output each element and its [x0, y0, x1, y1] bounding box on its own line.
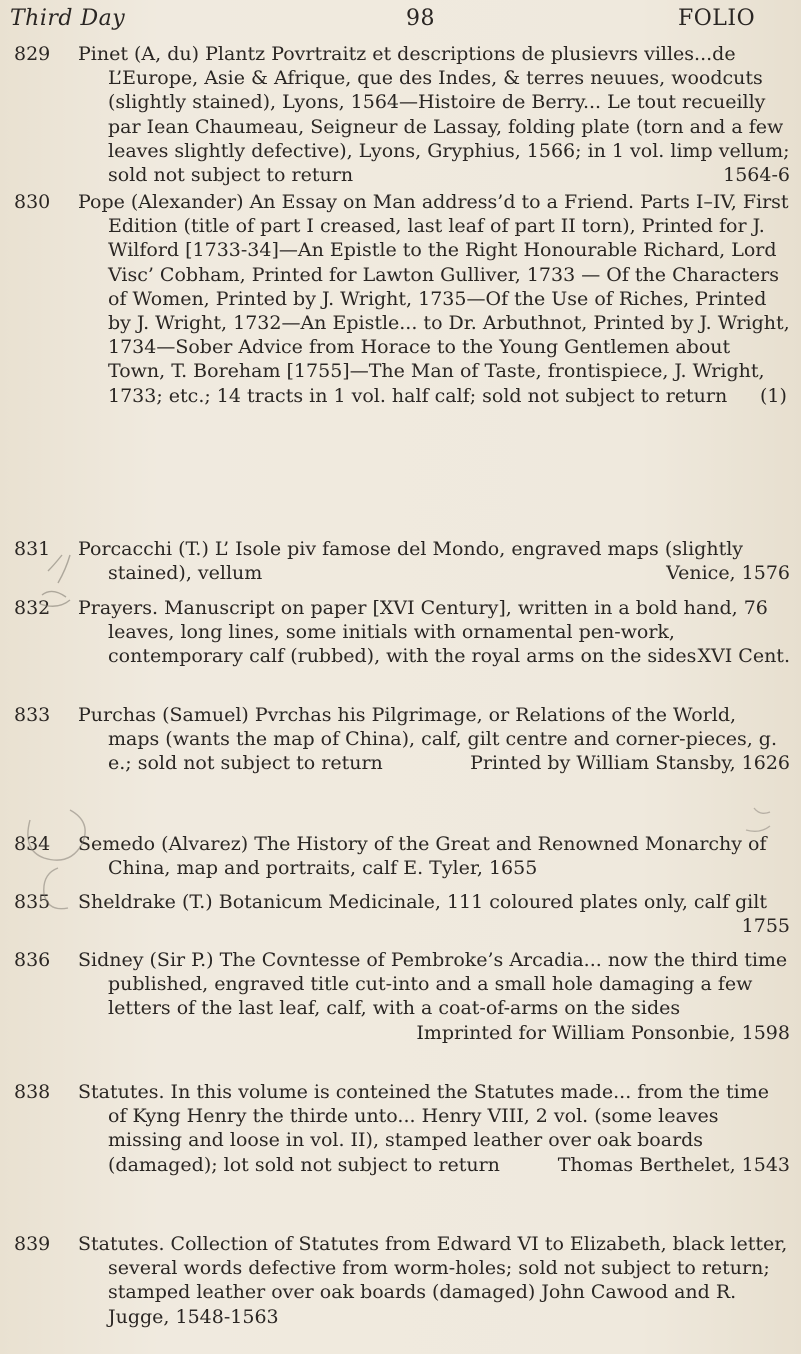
lot-text: Purchas (Samuel) Pvrchas his Pilgrimage, or Relations of the World, maps (wants the map of China), calf, gilt centre and corner-pieces, g. e.; sold not subject to return [78, 704, 777, 775]
lot-description [78, 832, 790, 880]
lot-description [78, 890, 790, 938]
lot-text: Prayers. Manuscript on paper [XVI Century], written in a bold hand, 76 leaves, long lines, some initials with ornamental pen-work, contemporary calf (rubbed), with the royal arms on the sides [78, 597, 768, 668]
lot-description [78, 537, 790, 585]
lot-description [78, 703, 790, 776]
lot-date: 1564-6 [723, 164, 790, 187]
lot-date: Printed by William Stansby, 1626 [470, 752, 790, 775]
pencil-mark [746, 808, 770, 831]
header-left: Third Day [10, 6, 126, 31]
page-header [10, 6, 801, 40]
lot-date: Thomas Berthelet, 1543 [557, 1153, 790, 1176]
page-number: 98 [406, 6, 435, 31]
lot-number: 838 [14, 1081, 51, 1103]
lot-date: 1755 [741, 915, 790, 938]
lot-date: Imprinted for William Ponsonbie, 1598 [416, 1021, 790, 1044]
lot-description [78, 1232, 790, 1329]
lot-text: Pope (Alexander) An Essay on Man address’d to a Friend. Parts I–IV, First Edition (title of part I creased, last leaf of part II torn), Printed for J. Wilford [1733-34]—An Epistle to the Right Honourable Richard, Lord Visc’ Cobham, Printed for Lawton Gulliver, 1733 — Of the Characters of Women, Printed by J. Wright, 1735—Of the Use of Riches, Printed by J. Wright, 1732—An Epistle... to Dr. Arbuthnot, Printed by J. Wright, 1734—Sober Advice from Horace to the Young Gentlemen about Town, T. Boreham [1755]—The Man of Taste, frontispiece, J. Wright, 1733; etc.; 14 tracts in 1 vol. half calf; sold not subject to return [78, 191, 790, 407]
lot-number: 832 [14, 597, 51, 619]
header-right: FOLIO [678, 6, 756, 31]
lot-text: Sheldrake (T.) Botanicum Medicinale, 111 coloured plates only, calf gilt [78, 891, 767, 913]
lot-text: Sidney (Sir P.) The Covntesse of Pembroke’s Arcadia... now the third time published, engraved title cut-into and a small hole damaging a few letters of the last leaf, calf, with a coat-of-arms on the sides [78, 949, 788, 1020]
lot-text: Statutes. Collection of Statutes from Edward VI to Elizabeth, black letter, several words defective from worm-holes; sold not subject to return; stamped leather over oak boards (damaged) John Cawood and R. Jugge, 1548-1563 [78, 1233, 788, 1328]
lot-date: (1) [760, 384, 787, 407]
lot-description [78, 596, 790, 669]
lot-date: XVI Cent. [697, 645, 790, 668]
lot-text: Statutes. In this volume is conteined the Statutes made... from the time of Kyng Henry the thirde unto... Henry VIII, 2 vol. (some leaves missing and loose in vol. II), stamped leather over oak boards (damaged); lot sold not subject to return [78, 1081, 770, 1176]
lot-number: 833 [14, 704, 51, 726]
lot-number: 836 [14, 949, 51, 971]
lot-description [78, 948, 790, 1045]
lot-number: 839 [14, 1233, 51, 1255]
lot-description [78, 190, 790, 408]
lot-text: Porcacchi (T.) L’ Isole piv famose del Mondo, engraved maps (slightly stained), vellum [78, 538, 744, 585]
lot-number: 830 [14, 191, 51, 213]
lot-description [78, 42, 790, 187]
lot-text: Semedo (Alvarez) The History of the Great and Renowned Monarchy of China, map and portraits, calf E. Tyler, 1655 [78, 833, 767, 880]
lot-number: 829 [14, 43, 51, 65]
lot-description [78, 1080, 790, 1177]
lot-date: Venice, 1576 [666, 562, 790, 585]
lot-text: Pinet (A, du) Plantz Povrtraitz et descriptions de plusievrs villes...de L’Europe, Asie & Afrique, que des Indes, & terres neuues, woodcuts (slightly stained), Lyons, 1564—Histoire de Berry... Le tout recueilly par Iean Chaumeau, Seigneur de Lassay, folding plate (torn and a few leaves slightly defective), Lyons, Gryphius, 1566; in 1 vol. limp vellum; sold not subject to return [78, 43, 790, 187]
lot-number: 835 [14, 891, 51, 913]
lot-number: 831 [14, 538, 51, 560]
lot-number: 834 [14, 833, 51, 855]
